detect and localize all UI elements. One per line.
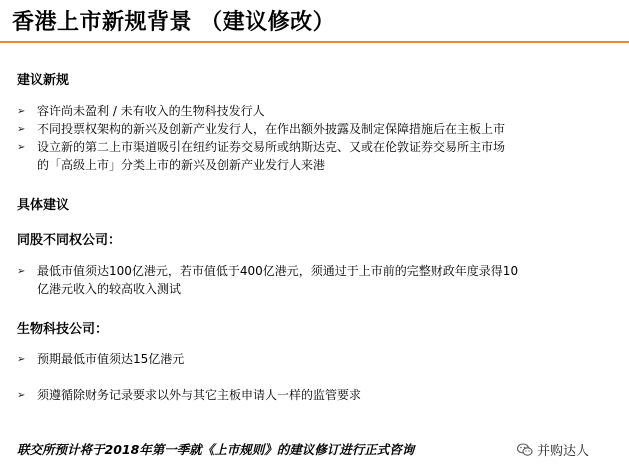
section-heading-new-rules: 建议新规 [17, 73, 70, 88]
subheading-wvr: 同股不同权公司： [17, 233, 122, 248]
arrow-bullet-icon: ➢ [17, 124, 26, 135]
wechat-icon [517, 442, 533, 456]
list-item: ➢ 容许尚未盈利 / 未有收入的生物科技发行人 [17, 104, 265, 118]
footer-note: 联交所预计将于2018年第一季就《上市规则》的建议修订进行正式咨询 [17, 442, 415, 457]
arrow-bullet-icon: ➢ [17, 106, 26, 117]
section-heading-specific: 具体建议 [17, 198, 70, 213]
arrow-bullet-icon: ➢ [17, 390, 26, 401]
list-item-continuation: 的「高级上市」分类上市的新兴及创新产业发行人来港 [37, 158, 326, 172]
list-item: ➢ 不同投票权架构的新兴及创新产业发行人，在作出额外披露及制定保障措施后在主板上市 [17, 122, 506, 136]
subheading-biotech: 生物科技公司： [17, 322, 109, 337]
list-item-continuation: 亿港元收入的较高收入测试 [37, 282, 182, 296]
arrow-bullet-icon: ➢ [17, 266, 26, 277]
list-item: ➢ 预期最低市值须达15亿港元 [17, 352, 185, 366]
slide-title: 香港上市新规背景 （建议修改） [12, 10, 336, 35]
list-item: ➢ 须遵循除财务记录要求以外与其它主板申请人一样的监管要求 [17, 388, 362, 402]
watermark-label: 并购达人 [537, 443, 590, 459]
list-item: ➢ 最低市值须达100亿港元，若市值低于400亿港元，须通过于上市前的完整财政年度录得10 [17, 264, 519, 278]
arrow-bullet-icon: ➢ [17, 142, 26, 153]
list-item: ➢ 设立新的第二上市渠道吸引在纽约证券交易所或纳斯达克、又或在伦敦证券交易所主市场 [17, 140, 506, 154]
wechat-watermark [517, 440, 589, 458]
title-divider [0, 41, 629, 43]
arrow-bullet-icon: ➢ [17, 354, 26, 365]
